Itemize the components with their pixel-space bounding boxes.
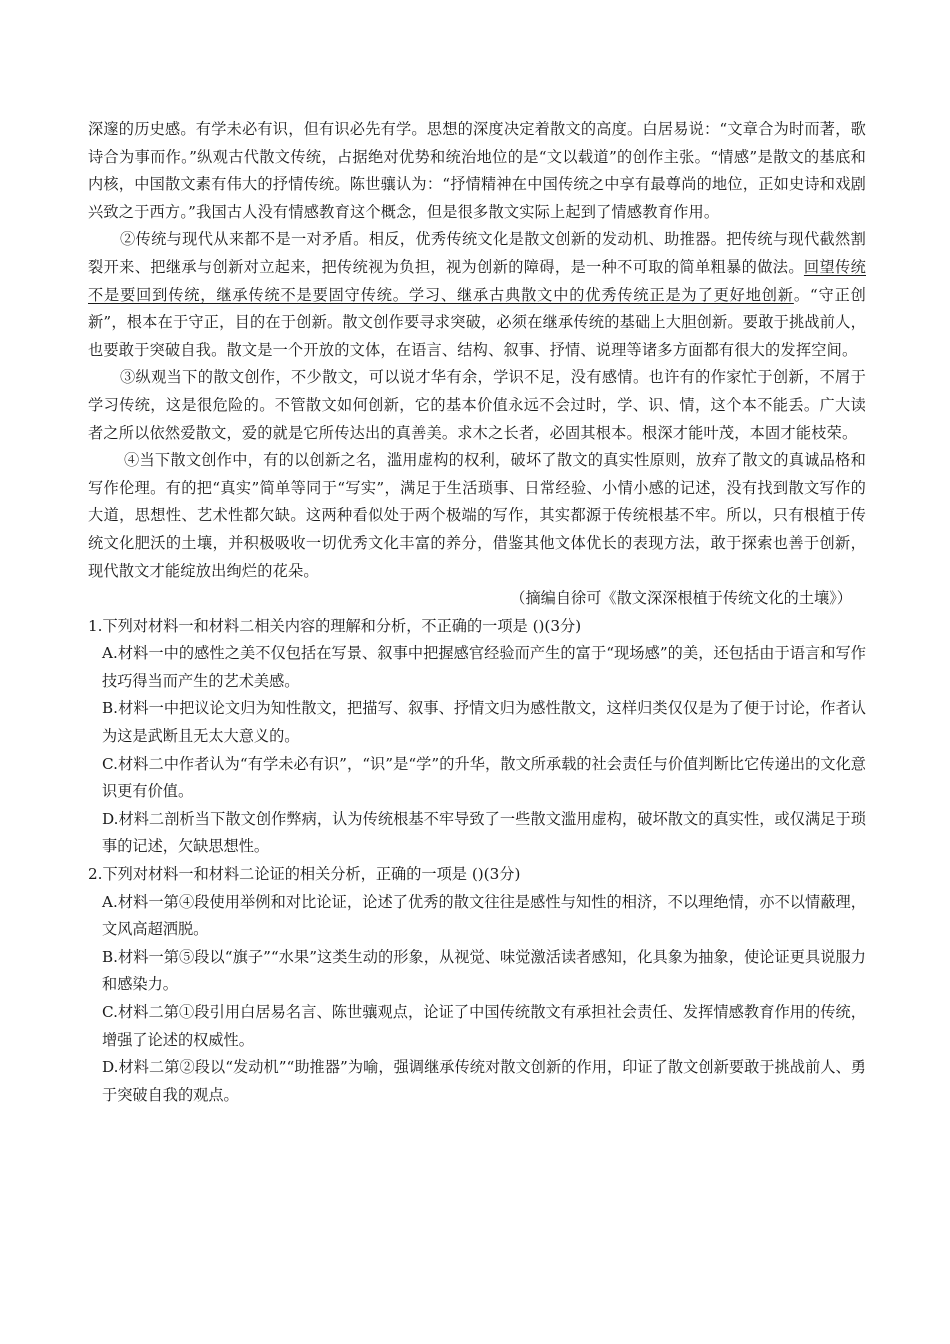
paragraph-2-text-b: 。“守正创新”，根本在于守正，目的在于创新。散文创作要寻求突破，必须在继承传统的基础上大胆创新。要敢于挑战前人，也要敢于突破自我。散文是一个开放的文体，在语言、结构、叙事、抒情、说理等诸多方面都有很大的发挥空间。 xyxy=(88,285,866,359)
question-stem: 2.下列对材料一和材料二论证的相关分析，正确的一项是 ()(3分) xyxy=(88,865,521,884)
underlined-sentence: 回望传统不是要回到传统，继承传统不是要固守传统。学习、继承古典散文中的优秀传统正是为了更好地创新 xyxy=(88,257,866,304)
option-b: B.材料一中把议论文归为知性散文，把描写、叙事、抒情文归为感性散文，这样归类仅仅是为了便于讨论，作者认为这是武断且无太大意义的。 xyxy=(102,699,866,746)
document-page xyxy=(88,116,866,1109)
option-d: D.材料二第②段以“发动机”“助推器”为喻，强调继承传统对散文创新的作用，印证了散文创新要敢于挑战前人、勇于突破自我的观点。 xyxy=(102,1058,866,1104)
option-c: C.材料二第①段引用白居易名言、陈世骧观点，论证了中国传统散文有承担社会责任、发挥情感教育作用的传统，增强了论述的权威性。 xyxy=(102,1003,866,1049)
question-2 xyxy=(88,861,866,1109)
option-b: B.材料一第⑤段以“旗子”“水果”这类生动的形象，从视觉、味觉激活读者感知，化具象为抽象，使论证更具说服力和感染力。 xyxy=(102,947,866,994)
passage-paragraph-4: ④当下散文创作中，有的以创新之名，滥用虚构的权利，破坏了散文的真实性原则，放弃了散文的真诚品格和写作伦理。有的把“真实”简单等同于“写实”，满足于生活琐事、日常经验、小情小感的记述，没有找到散文写作的大道，思想性、艺术性都欠缺。这两种看似处于两个极端的写作，其实都源于传统根基不牢。所以，只有根植于传统文化肥沃的土壤，并积极吸收一切优秀文化丰富的养分，借鉴其他文体优长的表现方法，敢于探索也善于创新，现代散文才能绽放出绚烂的花朵。 xyxy=(88,451,866,580)
option-a: A.材料一第④段使用举例和对比论证，论述了优秀的散文往往是感性与知性的相济，不以理绝情，亦不以情蔽理，文风高超洒脱。 xyxy=(102,892,866,939)
passage-paragraph-3: ③纵观当下的散文创作，不少散文，可以说才华有余，学识不足，没有感情。也许有的作家忙于创新，不屑于学习传统，这是很危险的。不管散文如何创新，它的基本价值永远不会过时，学、识、情，这个本不能丢。广大读者之所以依然爱散文，爱的就是它所传达出的真善美。求木之长者，必固其根本。根深才能叶茂，本固才能枝荣。 xyxy=(88,368,866,442)
passage-paragraph-1: 深邃的历史感。有学未必有识，但有识必先有学。思想的深度决定着散文的高度。白居易说：“文章合为时而著，歌诗合为事而作。”纵观古代散文传统，占据绝对优势和统治地位的是“文以载道”的创作主张。“情感”是散文的基底和内核，中国散文素有伟大的抒情传统。陈世骧认为：“抒情精神在中国传统之中享有最尊尚的地位，正如史诗和戏剧兴致之于西方。”我国古人没有情感教育这个概念，但是很多散文实际上起到了情感教育作用。 xyxy=(88,120,866,221)
option-d: D.材料二剖析当下散文创作弊病，认为传统根基不牢导致了一些散文滥用虚构，破坏散文的真实性，或仅满足于琐事的记述，欠缺思想性。 xyxy=(102,809,866,856)
question-stem: 1.下列对材料一和材料二相关内容的理解和分析，不正确的一项是 ()(3分) xyxy=(88,616,582,635)
source-citation: （摘编自徐可《散文深深根植于传统文化的土壤》） xyxy=(510,589,852,608)
paragraph-2-text-a: ②传统与现代从来都不是一对矛盾。相反，优秀传统文化是散文创新的发动机、助推器。把传统与现代截然割裂开来、把继承与创新对立起来，把传统视为负担，视为创新的障碍，是一种不可取的简单粗暴的做法。 xyxy=(88,230,866,276)
option-a: A.材料一中的感性之美不仅包括在写景、叙事中把握感官经验而产生的富于“现场感”的美，还包括由于语言和写作技巧得当而产生的艺术美感。 xyxy=(102,644,866,690)
question-1 xyxy=(88,613,866,861)
option-c: C.材料二中作者认为“有学未必有识”，“识”是“学”的升华，散文所承载的社会责任与价值判断比它传递出的文化意识更有价值。 xyxy=(102,754,866,801)
passage-paragraph-2 xyxy=(88,226,866,364)
